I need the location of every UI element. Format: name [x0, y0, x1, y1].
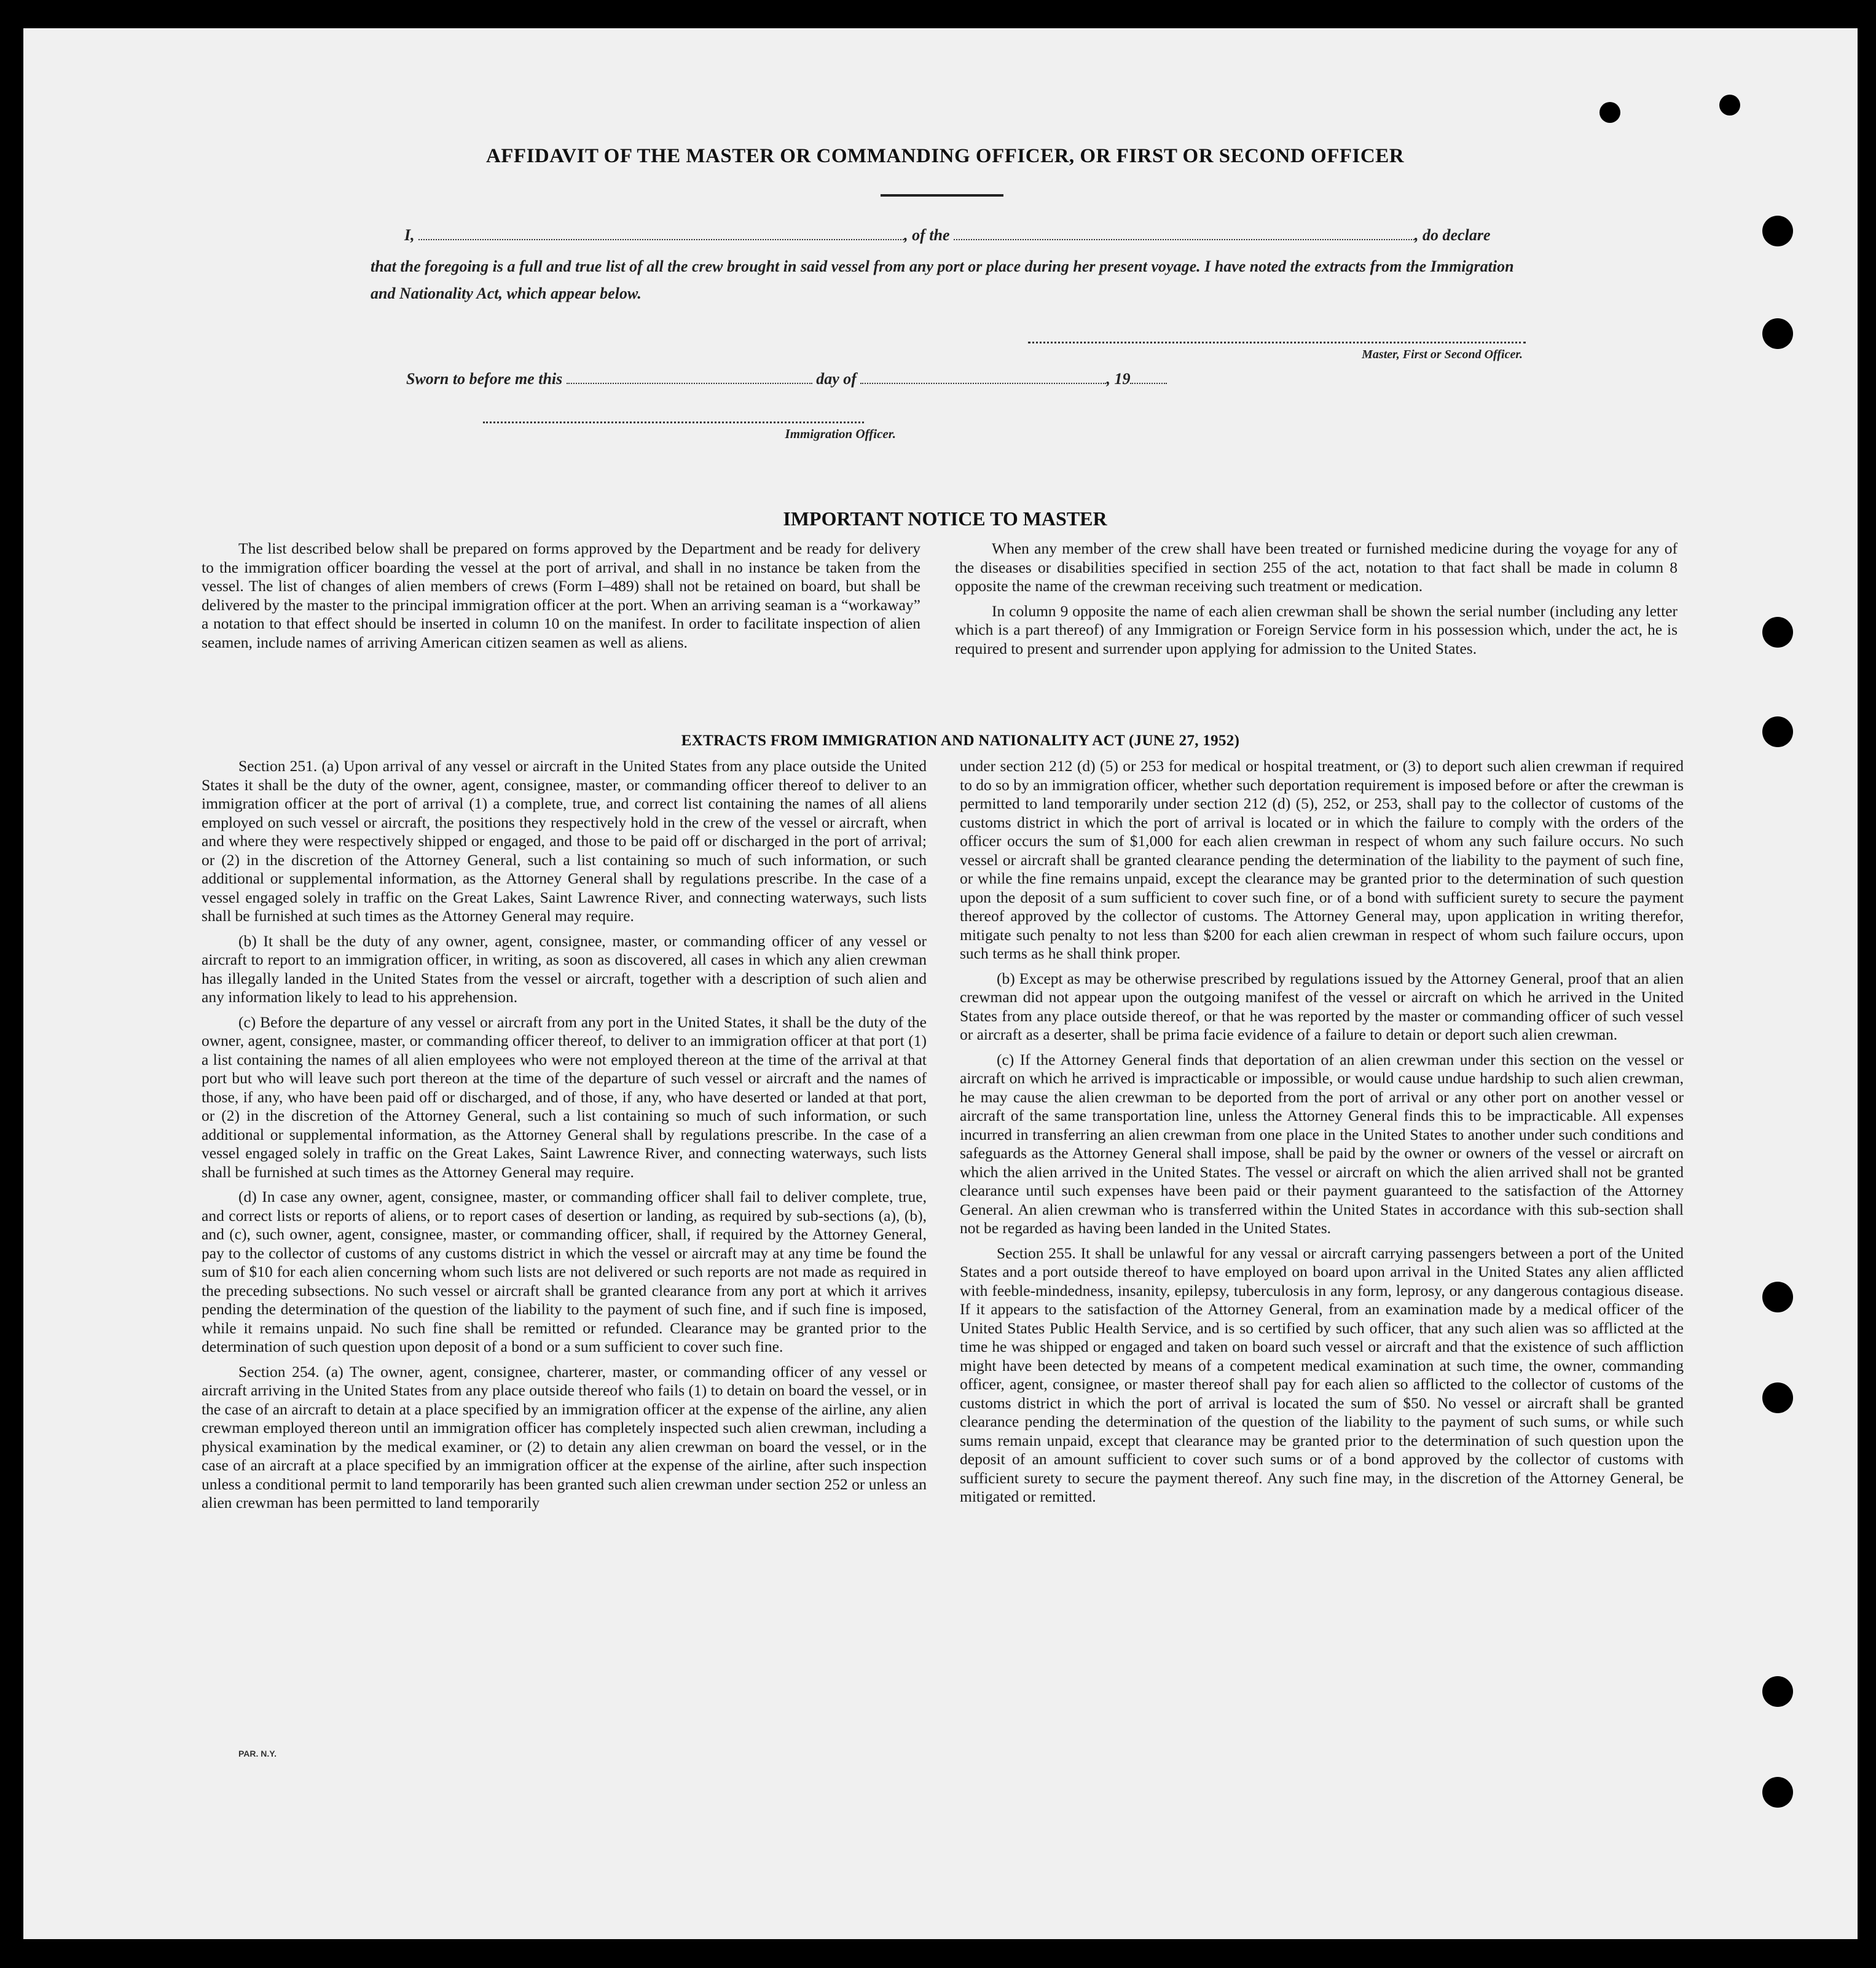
day-of-label: day of	[816, 370, 857, 388]
punch-hole	[1762, 1777, 1793, 1808]
punch-hole	[1762, 716, 1793, 747]
extracts-left-column	[202, 757, 927, 1513]
punch-hole	[1762, 1282, 1793, 1312]
notice-right-column	[955, 539, 1678, 658]
declaration-text: that the foregoing is a full and true list of all the crew brought in said vessel from any port or place during her present voyage. I have noted the extracts from the Immigration and Nationality Act, which appear below.	[371, 257, 1514, 302]
statute-paragraph: Section 254. (a) The owner, agent, consignee, charterer, master, or commanding officer of any vessel or aircraft arriving in the United States from any place outside thereof who fails (1) to detain on board the vessel, or in the case of an aircraft to detain at a place specified by an immigration officer at the expense of the airline, any alien crewman employed thereon until an immigration officer has completely inspected such alien crewman, including a physical examination by the medical examiner, or (2) to detain any alien crewman on board the vessel, or in the case of an aircraft at a place specified by an immigration officer at the expense of the airline, after such inspection unless a conditional permit to land temporarily has been granted such alien crewman under section 252 or unless an alien crewman has been permitted to land temporarily	[202, 1362, 927, 1511]
punch-hole	[1719, 95, 1740, 116]
title-underline	[881, 194, 1003, 197]
printer-mark: PAR. N.Y.	[238, 1749, 277, 1758]
declarant-name-field[interactable]	[418, 227, 904, 240]
punch-hole	[1599, 102, 1620, 123]
year-label: , 19	[1106, 370, 1131, 388]
notice-paragraph: The list described below shall be prepared on forms approved by the Department and be ready for delivery to the immigration officer boarding the vessel at the port of arrival, and shall in no instance be taken from the vessel. The list of changes of alien members of crews (Form I–489) shall not be retained on board, but shall be delivered by the master to the principal immigration officer at the port. When an arriving seaman is a “workaway” a notation to that effect should be inserted in column 10 on the manifest. In order to facilitate inspection of alien seamen, include names of arriving American citizen seamen as well as aliens.	[202, 539, 920, 651]
sworn-year-field[interactable]	[1130, 370, 1167, 384]
affidavit-title: AFFIDAVIT OF THE MASTER OR COMMANDING OFFICER, OR FIRST OR SECOND OFFICER	[485, 145, 1405, 167]
statute-paragraph: under section 212 (d) (5) or 253 for medical or hospital treatment, or (3) to deport such alien crewman if required to do so by an immigration officer, whether such deportation requirement is imposed before or after the crewman is permitted to land temporarily under section 212 (d) (5), 252, or 253, shall pay to the collector of customs of the customs district in which the port of arrival is located or in which the failure to comply with the orders of the officer occurs the sum of $1,000 for each alien crewman in respect of whom any such failure occurs. No such vessel or aircraft shall be granted clearance pending the determination of the liability to the payment of such fine, or while the fine remains unpaid, except the clearance may be granted prior to the determination of such question upon the deposit of a sum sufficient to cover such fine, or of a bond with sufficient surety to secure the payment thereof approved by the collector of customs. The Attorney General may, upon application in writing therefor, mitigate such penalty to not less than $200 for each alien crewman in respect of whom such failure occurs, upon such terms as he shall think proper.	[960, 757, 1684, 962]
punch-hole	[1762, 318, 1793, 349]
notice-title: IMPORTANT NOTICE TO MASTER	[783, 508, 1107, 530]
immigration-officer-label: Immigration Officer.	[785, 426, 896, 441]
declarant-line	[404, 226, 1529, 245]
statute-paragraph: (d) In case any owner, agent, consignee, master, or commanding officer shall fail to deliver complete, true, and correct lists or reports of aliens, or to report cases of desertion or landing, as required by sub-sections (a), (b), and (c), such owner, agent, consignee, master, or commanding officer, shall, if required by the Attorney General, pay to the collector of customs of any customs district in which the vessel or aircraft may at any time be found the sum of $10 for each alien concerning whom such lists are not delivered or such reports are not made as required in the preceding subsections. No such vessel or aircraft shall be granted clearance from any port at which it arrives pending the determination of the question of the liability to the payment of such fine, and if such fine is imposed, while it remains unpaid. No such fine shall be remitted or refunded. Clearance may be granted prior to the determination of such question upon deposit of a bond or a sum sufficient to cover such fine.	[202, 1188, 927, 1355]
vessel-name-field[interactable]	[954, 227, 1415, 240]
statute-paragraph: (b) It shall be the duty of any owner, agent, consignee, master, or commanding officer of any vessel or aircraft to report to an immigration officer, in writing, as soon as discovered, all cases in which any alien crewman has illegally landed in the United States from the vessel or aircraft, together with a description of such alien and any information likely to lead to his apprehension.	[202, 931, 927, 1006]
punch-hole	[1762, 617, 1793, 648]
document-page	[23, 28, 1858, 1939]
do-declare-label: , do declare	[1415, 226, 1491, 244]
sworn-month-field[interactable]	[860, 370, 1106, 384]
statute-paragraph: (c) Before the departure of any vessel or aircraft from any port in the United States, it shall be the duty of the owner, agent, consignee, master, or commanding officer thereof, to deliver to an immigration officer at that port (1) a list containing the names of all alien employees who were not employed thereon at the time of the arrival at that port but who will leave such port thereon at the time of the departure of such vessel or aircraft and the names of those, if any, who have been paid off or discharged, and of those, if any, who have deserted or landed at that port, or (2) in the discretion of the Attorney General, such a list containing so much of such information, or such additional or supplemental information, as the Attorney General shall by regulations prescribe. In the case of a vessel engaged solely in traffic on the Great Lakes, Saint Lawrence River, and connecting waterways, such lists shall be furnished at such times as the Attorney General may require.	[202, 1013, 927, 1181]
statute-paragraph: (b) Except as may be otherwise prescribed by regulations issued by the Attorney General, proof that an alien crewman did not appear upon the outgoing manifest of the vessel or aircraft on which he arrived in the United States from any place outside thereof, or that he was reported by the master or commanding officer of such vessel or aircraft as a deserter, shall be prima facie evidence of a failure to detain or deport such alien crewman.	[960, 969, 1684, 1043]
statute-paragraph: (c) If the Attorney General finds that deportation of an alien crewman under this section on the vessel or aircraft on which he arrived is impracticable or impossible, or would cause undue hardship to such alien crewman, he may cause the alien crewman to be deported from the port of arrival or any other port on another vessel or aircraft of the same transportation line, unless the Attorney General finds this to be impracticable. All expenses incurred in transferring an alien crewman from one place in the United States to another under such conditions and safeguards as the Attorney General shall impose, shall be paid by the owner or owners of the vessel or aircraft on which the alien arrived in the United States. The vessel or aircraft on which the alien arrived shall not be granted clearance until such expenses have been paid or their payment guaranteed to the satisfaction of the Attorney General. An alien crewman who is transferred within the United States in accordance with this sub-section shall not be regarded as having been landed in the United States.	[960, 1050, 1684, 1237]
notice-left-column	[202, 539, 920, 652]
extracts-title: EXTRACTS FROM IMMIGRATION AND NATIONALITY ACT (JUNE 27, 1952)	[681, 732, 1240, 749]
extracts-right-column	[960, 757, 1684, 1507]
punch-hole	[1762, 1676, 1793, 1707]
punch-hole	[1762, 1382, 1793, 1413]
punch-hole	[1762, 216, 1793, 246]
of-the-label: , of the	[904, 226, 950, 244]
sworn-day-field[interactable]	[567, 370, 812, 384]
notice-paragraph: In column 9 opposite the name of each alien crewman shall be shown the serial number (including any letter which is a part thereof) of any Immigration or Foreign Service form in his possession which, under the act, he is required to present and surrender upon applying for admission to the United States.	[955, 602, 1678, 657]
notice-paragraph: When any member of the crew shall have been treated or furnished medicine during the voyage for any of the diseases or disabilities specified in section 255 of the act, notation to that fact shall be made in column 8 opposite the name of the crewman receiving such treatment or medication.	[955, 539, 1678, 595]
sworn-label: Sworn to before me this	[406, 370, 563, 388]
statute-paragraph: Section 255. It shall be unlawful for any vessal or aircraft carrying passengers between a port of the United States and a port outside thereof to have employed on board upon arrival in the United States any alien afflicted with feeble-mindedness, insanity, epilepsy, tuberculosis in any form, leprosy, or any dangerous contagious disease. If it appears to the satisfaction of the Attorney General, from an examination made by a medical officer of the United States Public Health Service, and is so certified by such officer, that any such alien was so afflicted at the time he was shipped or engaged and taken on board such vessel or aircraft and that the existence of such affliction might have been detected by means of a competent medical examination at such time, the owner, commanding officer, agent, consignee, or master thereof shall pay for each alien so afflicted to the collector of customs of the customs district in which the port of arrival is located the sum of $50. No vessel or aircraft shall be granted clearance pending the determination of the question of the liability to the payment of such sums, or while such sums remain unpaid, except that clearance may be granted prior to the determination of such question upon the deposit of an amount sufficient to cover such sums or of a bond approved by the collector of customs with sufficient surety to secure the payment thereof. Any such fine may, in the discretion of the Attorney General, be mitigated or remitted.	[960, 1244, 1684, 1505]
immigration-officer-signature-field[interactable]	[483, 421, 864, 423]
declarant-label: I,	[404, 226, 415, 244]
master-signature-field[interactable]	[1028, 342, 1526, 343]
statute-paragraph: Section 251. (a) Upon arrival of any vessel or aircraft in the United States from any place outside the United States it shall be the duty of the owner, agent, consignee, master, or commanding officer thereof to deliver to an immigration officer at the port of arrival (1) a complete, true, and correct list containing the names of all aliens employed on such vessel or aircraft, the positions they respectively hold in the crew of the vessel or aircraft, when and where they were respectively shipped or engaged, and those to be paid off or discharged in the port of arrival; or (2) in the discretion of the Attorney General, such a list containing so much of such information, or such additional or supplemental information, as the Attorney General shall by regulations prescribe. In the case of a vessel engaged solely in traffic on the Great Lakes, Saint Lawrence River, and connecting waterways, such lists shall be furnished at such times as the Attorney General may require.	[202, 757, 927, 925]
master-signature-label: Master, First or Second Officer.	[1362, 348, 1523, 361]
sworn-line	[406, 370, 1266, 388]
